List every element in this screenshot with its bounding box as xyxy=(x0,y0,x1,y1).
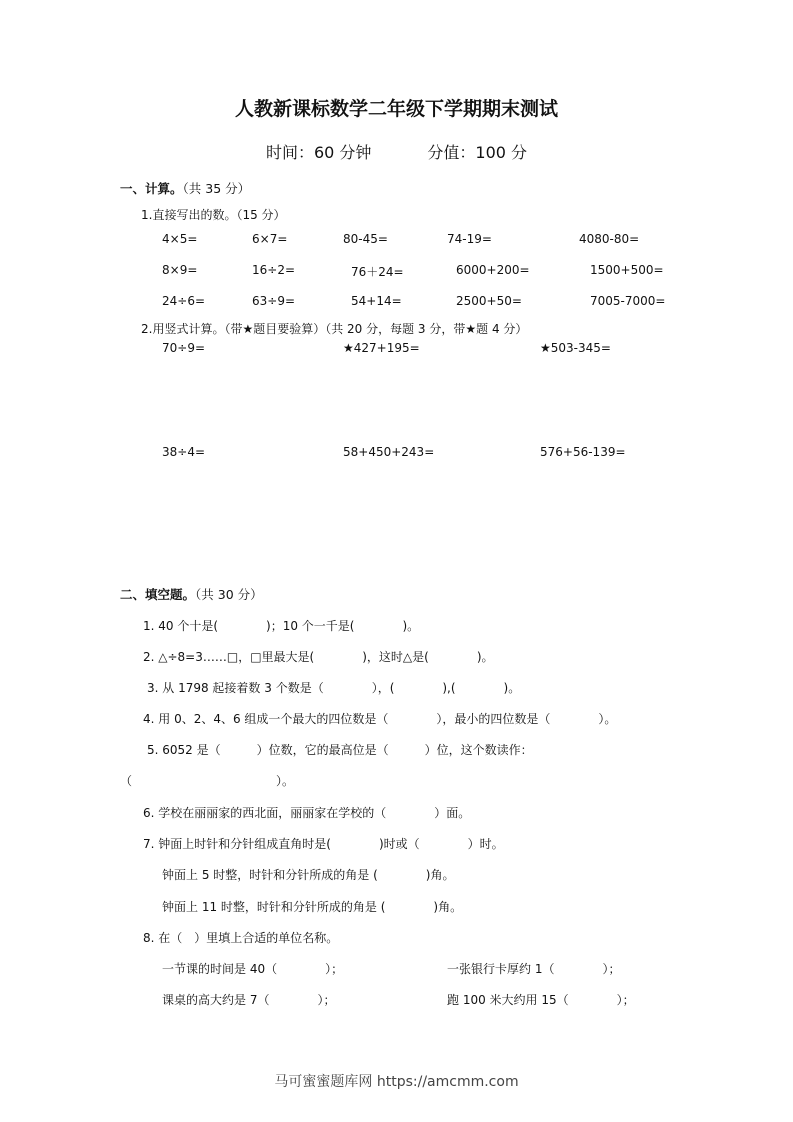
calc-item: 1500+500= xyxy=(590,263,664,277)
footer-watermark: 马可蜜蜜题库网 https://amcmm.com xyxy=(274,1074,519,1090)
calc-item: 74-19= xyxy=(447,232,492,246)
fill-item: 7. 钟面上时针和分针组成直角时是( )时或（ ）时。 xyxy=(143,837,504,851)
section1-title: 一、计算。 xyxy=(120,181,183,196)
q2-title: 2.用竖式计算。（带★题目要验算）（共 20 分，每题 3 分，带★题 4 分） xyxy=(141,322,528,336)
section1-note: （共 35 分） xyxy=(182,181,251,196)
exam-info xyxy=(0,140,793,163)
calc-item: 24÷6= xyxy=(162,294,206,308)
calc-item: 8×9= xyxy=(162,263,198,277)
fill-item: 1. 40 个十是( )；10 个一千是( )。 xyxy=(143,619,420,633)
fill-item: 钟面上 5 时整，时针和分针所成的角是 ( )角。 xyxy=(162,868,455,882)
score-label: 分值：100 分 xyxy=(427,143,528,162)
calc-item: 80-45= xyxy=(343,232,388,246)
unit-item: 跑 100 米大约用 15（ ）； xyxy=(447,993,635,1007)
fill-item: 6. 学校在丽丽家的西北面，丽丽家在学校的（ ）面。 xyxy=(143,806,471,820)
vertical-calc-item: 576+56-139= xyxy=(540,445,626,459)
section2-heading xyxy=(120,585,263,603)
vertical-calc-item: 58+450+243= xyxy=(343,445,435,459)
fill-item: 2. △÷8=3……□，□里最大是( )，这时△是( )。 xyxy=(143,650,494,664)
section2-note: （共 30 分） xyxy=(195,587,263,602)
section1-heading xyxy=(120,179,250,197)
vertical-calc-item: ★427+195= xyxy=(343,341,420,355)
calc-item: 54+14= xyxy=(351,294,402,308)
calc-item: 7005-7000= xyxy=(590,294,666,308)
calc-item: 16÷2= xyxy=(252,263,296,277)
fill-item: 3. 从 1798 起接着数 3 个数是（ ），( ),( )。 xyxy=(147,681,521,695)
calc-item: 4×5= xyxy=(162,232,198,246)
calc-item: 76＋24= xyxy=(351,265,404,279)
vertical-calc-item: 70÷9= xyxy=(162,341,206,355)
calc-item: 6×7= xyxy=(252,232,288,246)
vertical-calc-item: 38÷4= xyxy=(162,445,206,459)
fill-item: （ ）。 xyxy=(120,774,295,788)
section2-title: 二、填空题。 xyxy=(120,587,196,602)
vertical-calc-item: ★503-345= xyxy=(540,341,611,355)
q1-title: 1.直接写出的数。（15 分） xyxy=(141,208,286,222)
unit-item: 一节课的时间是 40（ ）； xyxy=(162,962,344,976)
unit-item: 课桌的高大约是 7（ ）； xyxy=(162,993,336,1007)
fill-item: 8. 在（ ）里填上合适的单位名称。 xyxy=(143,931,339,945)
page-title: 人教新课标数学二年级下学期期末测试 xyxy=(234,98,558,120)
calc-item: 6000+200= xyxy=(456,263,530,277)
time-label: 时间：60 分钟 xyxy=(265,143,372,162)
fill-item: 5. 6052 是（ ）位数，它的最高位是（ ）位，这个数读作： xyxy=(147,743,533,757)
fill-item: 钟面上 11 时整，时针和分针所成的角是 ( )角。 xyxy=(162,900,463,914)
calc-item: 2500+50= xyxy=(456,294,522,308)
fill-item: 4. 用 0、2、4、6 组成一个最大的四位数是（ ），最小的四位数是（ ）。 xyxy=(143,712,617,726)
unit-item: 一张银行卡厚约 1（ ）； xyxy=(447,962,621,976)
calc-item: 4080-80= xyxy=(579,232,640,246)
calc-item: 63÷9= xyxy=(252,294,296,308)
